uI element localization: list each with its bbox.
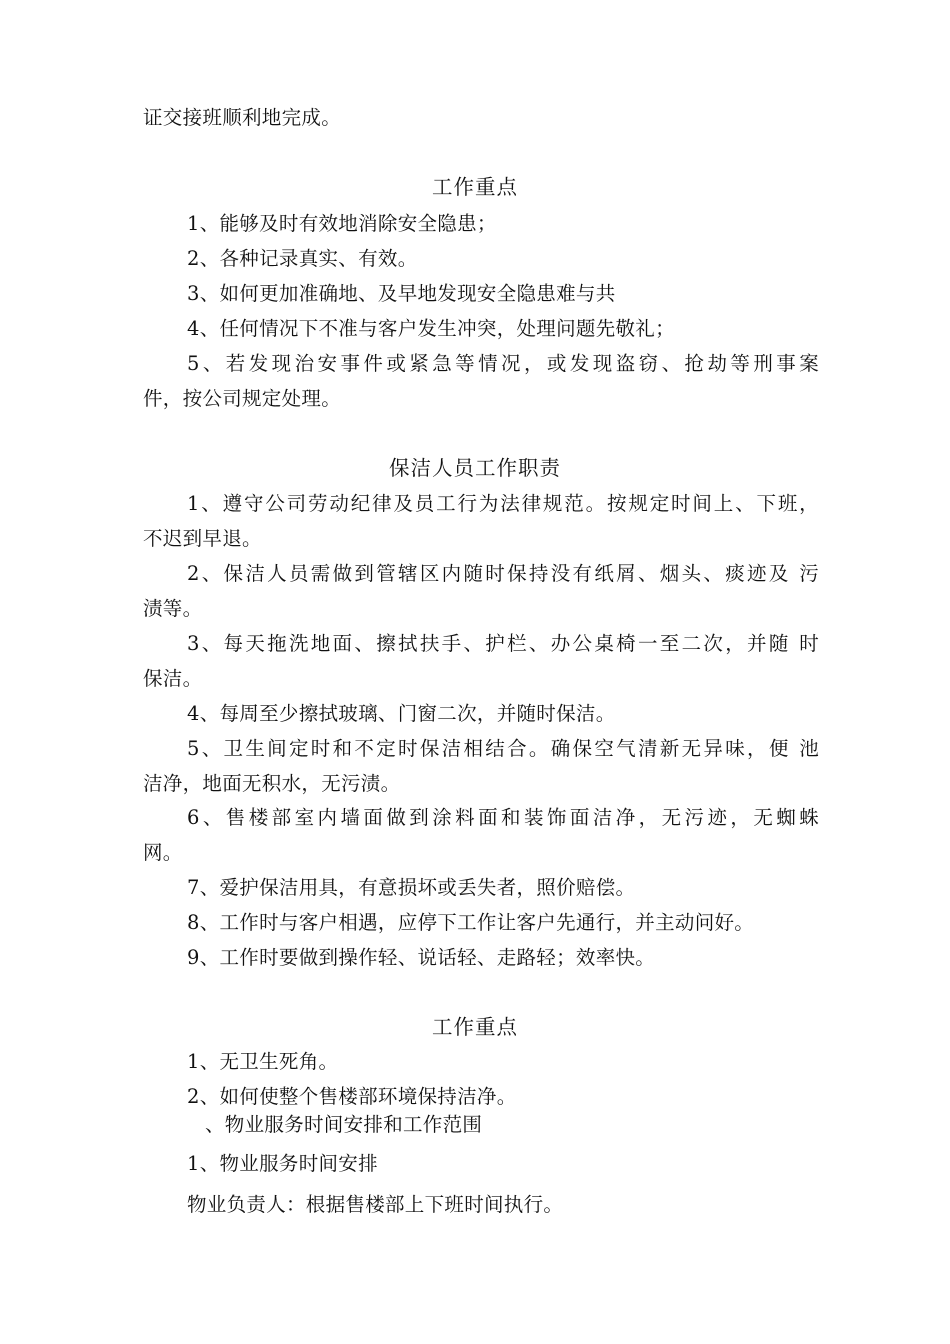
- list-item: 1、能够及时有效地消除安全隐患；: [187, 212, 497, 235]
- list-item-continuation: 网。: [143, 841, 183, 864]
- list-item: 2、各种记录真实、有效。: [187, 247, 418, 270]
- paragraph-line: 物业负责人：根据售楼部上下班时间执行。: [187, 1193, 564, 1216]
- list-item: 8、工作时与客户相遇，应停下工作让客户先通行，并主动问好。: [187, 911, 755, 934]
- list-item-continuation: 洁净，地面无积水，无污渍。: [143, 772, 401, 795]
- list-item: 4、任何情况下不准与客户发生冲突，处理问题先敬礼；: [187, 317, 675, 340]
- section-heading-cleaning-duties: 保洁人员工作职责: [389, 456, 561, 480]
- list-item-continuation: 不迟到早退。: [143, 527, 262, 550]
- list-item: 1、物业服务时间安排: [187, 1152, 378, 1175]
- list-item: 2、保洁人员需做到管辖区内随时保持没有纸屑、烟头、痰迹及 污: [187, 562, 819, 585]
- paragraph-line: 证交接班顺利地完成。: [143, 106, 342, 129]
- list-item: 1、遵守公司劳动纪律及员工行为法律规范。按规定时间上、下班，: [187, 492, 819, 515]
- list-item: 3、每天拖洗地面、擦拭扶手、护栏、办公桌椅一至二次，并随 时: [187, 632, 819, 655]
- list-item: 1、无卫生死角。: [187, 1050, 339, 1073]
- list-item: 9、工作时要做到操作轻、说话轻、走路轻；效率快。: [187, 946, 656, 969]
- list-item: 2、如何使整个售楼部环境保持洁净。: [187, 1085, 517, 1108]
- list-item: 4、每周至少擦拭玻璃、门窗二次，并随时保洁。: [187, 702, 616, 725]
- list-item-continuation: 件，按公司规定处理。: [143, 387, 342, 410]
- list-item-continuation: 保洁。: [143, 667, 203, 690]
- list-item-continuation: 渍等。: [143, 597, 203, 620]
- list-item: 3、如何更加准确地、及早地发现安全隐患难与共: [187, 282, 616, 305]
- list-item: 5、若发现治安事件或紧急等情况，或发现盗窃、抢劫等刑事案: [187, 352, 819, 375]
- list-item: 5、卫生间定时和不定时保洁相结合。确保空气清新无异味，便 池: [187, 737, 819, 760]
- section-heading-work-focus: 工作重点: [432, 175, 518, 199]
- list-item: 7、爱护保洁用具，有意损坏或丢失者，照价赔偿。: [187, 876, 636, 899]
- section-heading-work-focus: 工作重点: [432, 1015, 518, 1039]
- subsection-heading: 、物业服务时间安排和工作范围: [205, 1113, 483, 1136]
- list-item: 6、售楼部室内墙面做到涂料面和装饰面洁净，无污迹，无蜘蛛: [187, 806, 819, 829]
